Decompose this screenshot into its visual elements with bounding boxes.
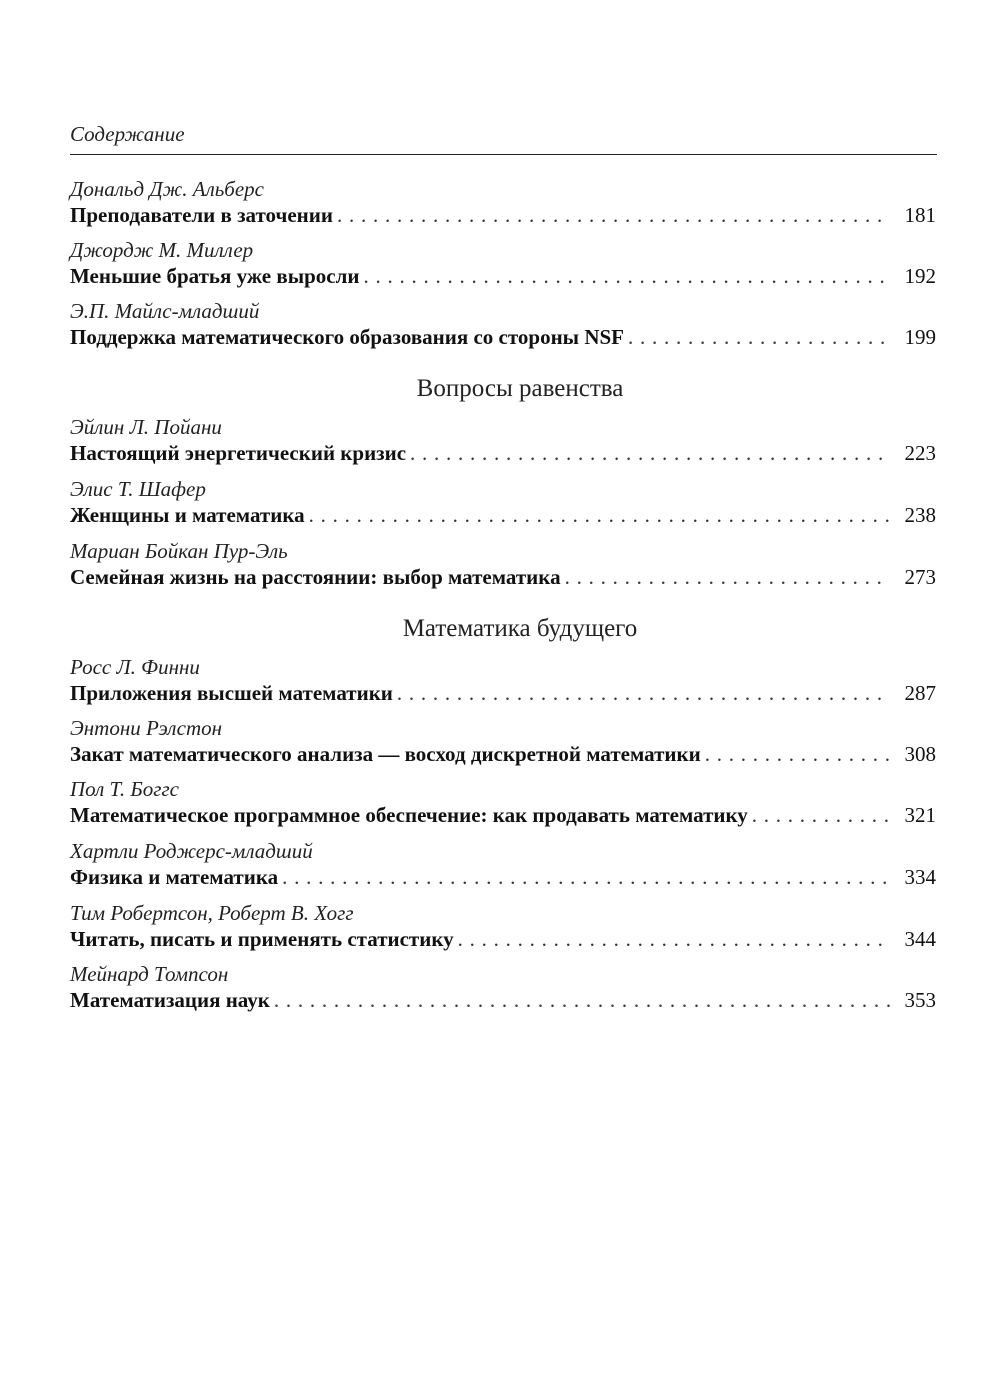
entry-page: 223 [904, 441, 936, 465]
entry-page: 181 [904, 203, 936, 227]
entry-author: Мейнард Томпсон [70, 962, 229, 986]
entry-page: 344 [904, 927, 936, 951]
entry-title[interactable]: Преподаватели в заточении [70, 203, 333, 227]
entry-author: Пол Т. Боггс [70, 777, 179, 801]
toc-entry[interactable] [70, 237, 936, 290]
entry-author: Элис Т. Шафер [70, 477, 206, 501]
entry-page: 287 [904, 681, 936, 705]
leader-dots [364, 263, 891, 290]
entry-title[interactable]: Поддержка математического образования со стороны NSF [70, 325, 624, 349]
toc-entry[interactable] [70, 414, 936, 467]
page-header [70, 120, 937, 155]
leader-dots [274, 987, 890, 1014]
leader-dots [458, 926, 890, 953]
entry-author: Мариан Бойкан Пур-Эль [70, 539, 288, 563]
entry-page: 353 [904, 988, 936, 1012]
entry-page: 273 [904, 565, 936, 589]
entry-author: Хартли Роджерс-младший [70, 839, 313, 863]
entry-title[interactable]: Физика и математика [70, 865, 279, 889]
entry-author: Дональд Дж. Альберс [70, 177, 265, 201]
leader-dots [705, 741, 890, 768]
entry-page: 334 [904, 865, 936, 889]
entry-page: 238 [904, 503, 936, 527]
entry-page: 308 [904, 742, 936, 766]
entry-author: Тим Робертсон, Роберт В. Хогг [70, 901, 354, 925]
entry-title[interactable]: Закат математического анализа — восход дискретной математики [70, 742, 701, 766]
entry-title[interactable]: Приложения высшей математики [70, 681, 393, 705]
entry-page: 192 [904, 264, 936, 288]
toc-entry[interactable] [70, 476, 936, 529]
entry-title[interactable]: Математическое программное обеспечение: как продавать математику [70, 803, 748, 827]
leader-dots [628, 324, 890, 351]
entry-title[interactable]: Читать, писать и применять статистику [70, 927, 454, 951]
entry-author: Эйлин Л. Пойани [70, 415, 222, 439]
leader-dots [309, 502, 890, 529]
leader-dots [752, 802, 890, 829]
toc-entry[interactable] [70, 838, 936, 891]
leader-dots [337, 202, 890, 229]
entry-page: 199 [904, 325, 936, 349]
section-title: Математика будущего [402, 615, 638, 642]
entry-author: Росс Л. Финни [70, 655, 200, 679]
entry-author: Э.П. Майлс-младший [70, 299, 260, 323]
entry-title[interactable]: Математизация наук [70, 988, 270, 1012]
entry-author: Энтони Рэлстон [70, 716, 223, 740]
toc-entry[interactable] [70, 298, 936, 351]
section-title: Вопросы равенства [416, 375, 624, 402]
page-title: Содержание [70, 122, 185, 146]
toc-entry[interactable] [70, 961, 936, 1014]
entry-title[interactable]: Женщины и математика [70, 503, 305, 527]
toc-entry[interactable] [70, 776, 936, 829]
toc-entry[interactable] [70, 900, 936, 953]
leader-dots [410, 440, 890, 467]
toc-entry[interactable] [70, 538, 936, 591]
entry-page: 321 [904, 803, 936, 827]
entry-title[interactable]: Настоящий энергетический кризис [70, 441, 407, 465]
toc-entry[interactable] [70, 176, 936, 229]
leader-dots [565, 564, 890, 591]
leader-dots [282, 864, 890, 891]
toc-entry[interactable] [70, 715, 936, 768]
entry-author: Джордж М. Миллер [70, 238, 254, 262]
toc-entry[interactable] [70, 654, 936, 707]
entry-title[interactable]: Семейная жизнь на расстоянии: выбор математика [70, 565, 561, 589]
entry-title[interactable]: Меньшие братья уже выросли [70, 264, 360, 288]
leader-dots [397, 680, 890, 707]
